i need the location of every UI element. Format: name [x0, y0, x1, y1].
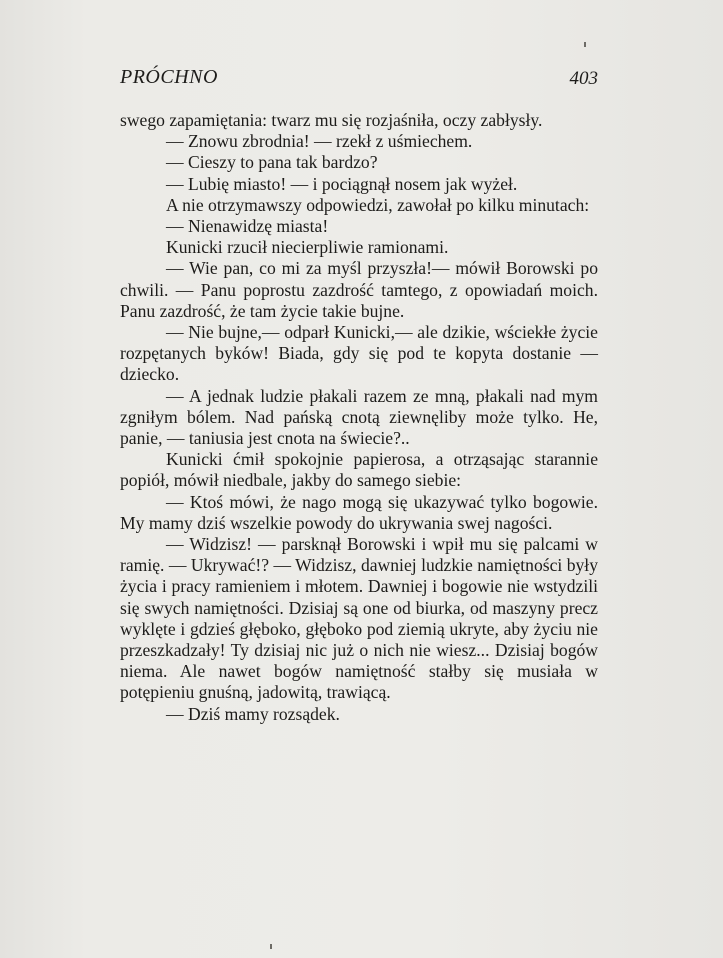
paragraph: — Dziś mamy rozsądek.: [166, 703, 340, 724]
paragraph: swego zapamiętania: twarz mu się rozjaśniła, oczy zabłysły.: [120, 110, 543, 130]
page-header: [120, 66, 598, 92]
paragraph: Kunicki rzucił niecierpliwie ramionami.: [166, 237, 449, 258]
print-speck: [270, 944, 272, 949]
paragraph: — Znowu zbrodnia! — rzekł z uśmiechem.: [166, 131, 473, 152]
paragraph: — Widzisz! — parsknął Borowski i wpił mu się palcami w ramię. — Ukrywać!? — Widzisz, dawniej ludzkie namiętności były życia i pracy ramieniem i młotem. Dawniej i bogowie nie wstydzili się swych namiętności. Dzisiaj są one od biurka, od maszyny precz wyklęte i gdzieś głęboko, głęboko pod ziemią ukryte, aby życiu nie przeszkadzały! Ty dzisiaj nic już o nich nie wiesz... Dzisiaj bogów niema. Ale nawet bogów namiętność stałby się musiała w potępieniu gnuśną, jadowitą, trawiącą.: [120, 534, 598, 703]
running-title: PRÓCHNO: [120, 66, 218, 88]
paragraph: — A jednak ludzie płakali razem ze mną, płakali nad mym zgniłym bólem. Nad pańską cnotą ziewnęliby może tylko. He, panie, — taniusia jest cnota na świecie?..: [120, 385, 598, 449]
paragraph: — Lubię miasto! — i pociągnął nosem jak wyżeł.: [166, 173, 518, 194]
print-speck: [584, 42, 586, 47]
paragraph: — Ktoś mówi, że nago mogą się ukazywać tylko bogowie. My mamy dziś wszelkie powody do ukrywania swej nagości.: [120, 491, 598, 533]
page-number: 403: [569, 68, 598, 89]
paragraph: — Nie bujne,— odparł Kunicki,— ale dzikie, wściekłe życie rozpętanych byków! Biada, gdy się pod te kopyta dostanie — dziecko.: [120, 322, 598, 385]
paragraph: — Wie pan, co mi za myśl przyszła!— mówił Borowski po chwili. — Panu poprostu zazdrość tamtego, z opowiadań moich. Panu zazdrość, że tam życie takie bujne.: [120, 258, 598, 321]
text-body: [120, 110, 598, 725]
paragraph: A nie otrzymawszy odpowiedzi, zawołał po kilku minutach:: [166, 194, 590, 215]
paragraph: — Nienawidzę miasta!: [166, 216, 329, 237]
paragraph: — Cieszy to pana tak bardzo?: [166, 152, 378, 173]
paragraph: Kunicki ćmił spokojnie papierosa, a otrząsając starannie popiół, mówił niedbale, jakby do samego siebie:: [120, 449, 598, 491]
